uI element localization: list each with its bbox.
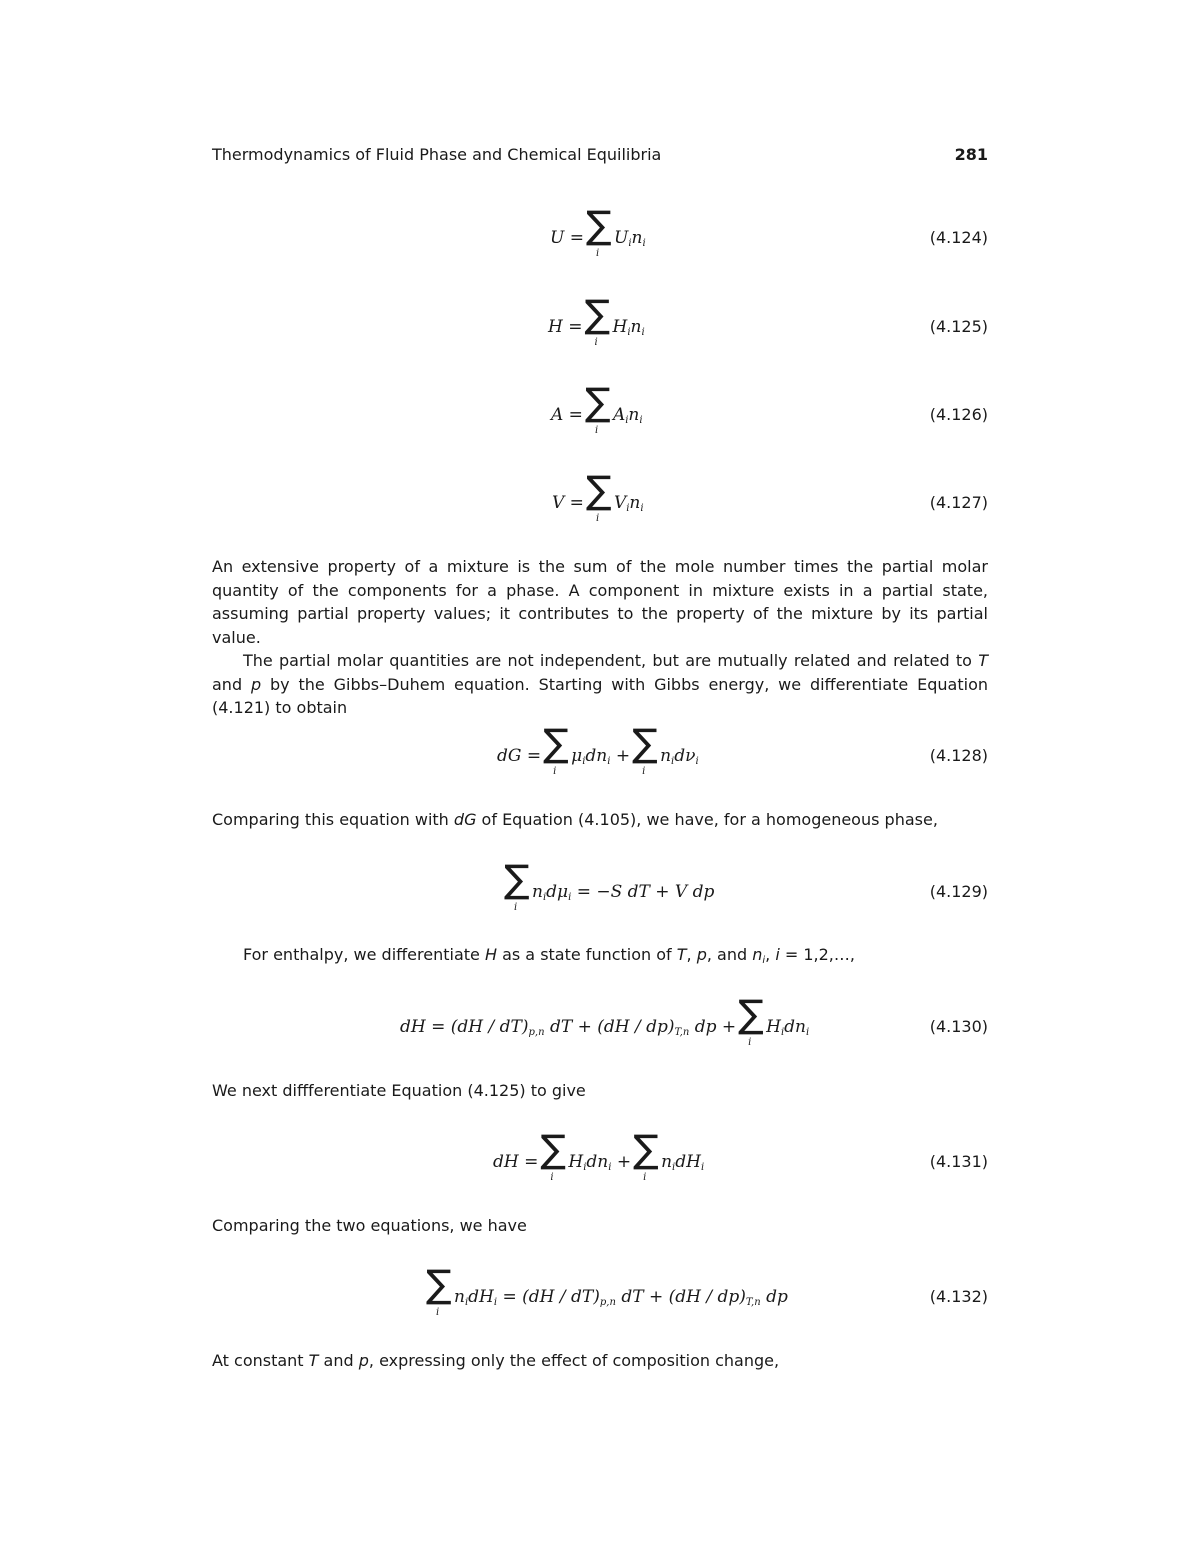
page-number: 281 <box>954 145 988 164</box>
running-header <box>212 145 988 169</box>
equation-expression: dH = ∑ i $H_idn_i$ + ∑ i $n_idH_i$ <box>493 1127 705 1183</box>
summation-symbol: ∑ i <box>585 468 612 524</box>
body-paragraph-2: The partial molar quantities are not independent, but are mutually related and related to T and p by the Gibbs–Duhem equation. Starting with Gibbs energy, we differentiate Equation (4.121) to obtain <box>212 651 989 717</box>
equation-expression: ∑ i $n_idH_i = (dH / dT)_{p,n}$ dT + $(dH / dp)_{T,n}$ dp <box>426 1262 788 1318</box>
equation-expression: H = ∑ i $H_in_i$ <box>548 292 645 348</box>
equation-4-128 <box>0 721 1200 790</box>
equation-number: (4.128) <box>929 746 988 765</box>
equation-expression: V = ∑ i $V_in_i$ <box>552 468 644 524</box>
summation-symbol: ∑ i <box>632 721 658 777</box>
body-paragraph-1: An extensive property of a mixture is the sum of the mole number times the partial molar quantity of the components for a phase. A component in mixture exists in a partial state, assuming partial property values; it contributes to the property of the mixture by its partial value. The partial molar quantities are not independent, but are mutually related and related to T and p by the Gibbs–Duhem equation. Starting with Gibbs energy, we differentiate Equation (4.121) to obtain <box>212 555 988 720</box>
equation-expression: A = ∑ i $A_in_i$ <box>551 380 643 436</box>
equation-number: (4.126) <box>929 405 988 424</box>
equation-number: (4.125) <box>929 317 988 336</box>
summation-symbol: ∑ i <box>738 992 764 1048</box>
equation-4-126 <box>0 380 1200 449</box>
equation-number: (4.124) <box>929 228 988 247</box>
summation-symbol: ∑ i <box>504 857 530 913</box>
body-paragraph-4: For enthalpy, we differentiate H as a state function of T, p, and $n_i$, i = 1,2,…, <box>243 945 855 966</box>
body-paragraph-3: Comparing this equation with dG of Equation (4.105), we have, for a homogeneous phase, <box>212 810 938 829</box>
summation-symbol: ∑ i <box>633 1127 659 1183</box>
running-title: Thermodynamics of Fluid Phase and Chemical Equilibria <box>212 145 662 164</box>
equation-4-130 <box>0 992 1200 1061</box>
equation-4-131 <box>0 1127 1200 1196</box>
equation-4-132 <box>0 1262 1200 1331</box>
equation-4-124 <box>0 203 1200 272</box>
summation-symbol: ∑ i <box>540 1127 566 1183</box>
equation-number: (4.132) <box>929 1287 988 1306</box>
equation-4-129 <box>0 857 1200 926</box>
equation-expression: dH = $(dH / dT)_{p,n}$ dT + $(dH / dp)_{T,n}$ dp + ∑ i $H_idn_i$ <box>400 992 810 1048</box>
summation-symbol: ∑ i <box>585 203 612 259</box>
summation-symbol: ∑ i <box>584 292 611 348</box>
body-paragraph-7: At constant T and p, expressing only the effect of composition change, <box>212 1351 780 1370</box>
body-paragraph-6: Comparing the two equations, we have <box>212 1216 527 1235</box>
equation-4-125 <box>0 292 1200 361</box>
equation-number: (4.127) <box>929 493 988 512</box>
summation-symbol: ∑ i <box>426 1262 452 1318</box>
equation-number: (4.129) <box>929 882 988 901</box>
equation-expression: dG = ∑ i $\mu_idn_i$ + ∑ i $n_id\nu_i$ <box>497 721 699 777</box>
summation-symbol: ∑ i <box>543 721 569 777</box>
summation-symbol: ∑ i <box>584 380 611 436</box>
equation-expression: ∑ i $n_id\mu_i = -S$ dT + V dp <box>504 857 715 913</box>
equation-number: (4.130) <box>929 1017 988 1036</box>
equation-number: (4.131) <box>929 1152 988 1171</box>
body-paragraph-5: We next diffferentiate Equation (4.125) to give <box>212 1081 586 1100</box>
equation-4-127 <box>0 468 1200 537</box>
equation-expression: U = ∑ i $U_in_i$ <box>550 203 646 259</box>
